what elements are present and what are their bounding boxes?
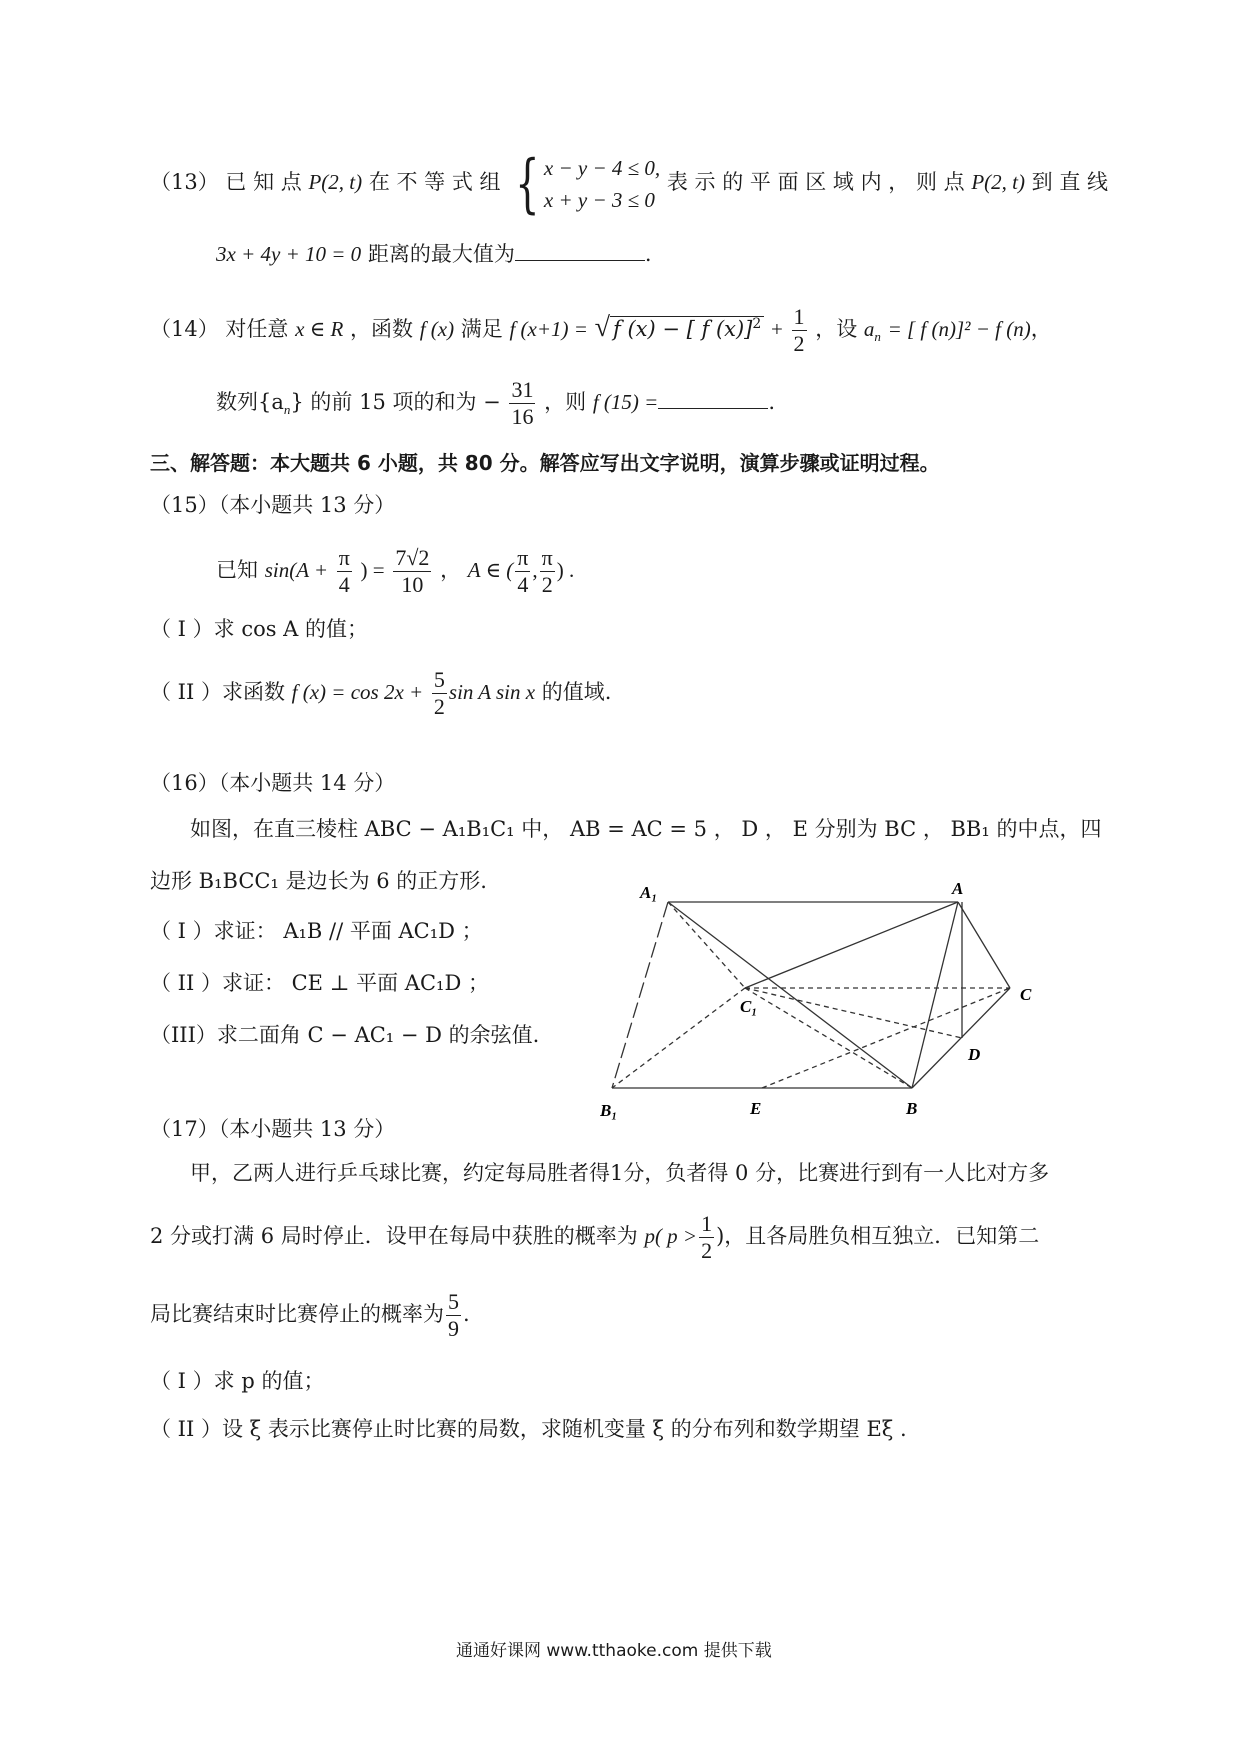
q14-sum-num: 31 <box>511 377 534 402</box>
q14-half-num: 1 <box>793 304 805 329</box>
q13-number: （13） <box>150 170 219 194</box>
q13-text1: 已 知 点 <box>225 170 302 194</box>
q14-line2 <box>216 372 775 440</box>
q15-four: 4 <box>338 572 350 597</box>
q13-line-equation: 3x + 4y + 10 = 0 <box>216 242 362 266</box>
q15-value <box>393 545 431 598</box>
q15-value-num: 7√2 <box>395 545 430 570</box>
prism-figure <box>600 870 1060 1120</box>
q14-relation-lhs: f (x+1) = <box>509 317 588 341</box>
label-C: C <box>1020 985 1032 1004</box>
q17-line2-a: 2 分或打满 6 局时停止．设甲在每局中获胜的概率为 <box>150 1224 638 1248</box>
sqrt-icon: √ <box>594 312 611 343</box>
q16-part3: （III）求二面角 C − AC₁ − D 的余弦值. <box>150 1023 540 1047</box>
q15-pi-over-4 <box>337 545 352 598</box>
label-A: A <box>952 879 964 898</box>
q17-half <box>699 1211 714 1264</box>
edge-a1-c1 <box>668 902 745 988</box>
edge-c1-b <box>745 988 912 1088</box>
q16-line2: 边形 B₁BCC₁ 是边长为 6 的正方形. <box>150 869 487 893</box>
edge-c1-b1 <box>612 988 745 1088</box>
q13-answer-blank[interactable] <box>515 238 645 261</box>
edge-a1-b <box>668 902 912 1088</box>
q14-number: （14） <box>150 317 219 341</box>
q15-int-sep: , <box>532 558 538 582</box>
q14-plus: + <box>771 317 783 341</box>
q15-sin-mid: ) = <box>360 558 385 582</box>
q14-text2: ，函数 <box>350 317 413 341</box>
q14-f15: f (15) = <box>592 390 659 414</box>
q17-line1: 甲，乙两人进行乒乓球比赛，约定每局胜者得1分，负者得 0 分，比赛进行到有一人比对方多 <box>190 1161 1050 1185</box>
label-A1: A₁ <box>640 883 658 902</box>
q14-an <box>863 317 881 345</box>
q17-prob-den: 9 <box>448 1316 459 1341</box>
q17-line2-b: )，且各局胜负相互独立．已知第二 <box>716 1224 1040 1248</box>
q15-part2-label: （ II ）求函数 <box>150 680 285 704</box>
q15-a-in: A ∈ ( <box>467 558 514 582</box>
q14-seq-c: ，则 <box>544 390 587 414</box>
q14-text3: 满足 <box>460 317 503 341</box>
q15-header: （15）（本小题共 13 分） <box>150 493 396 517</box>
q13-text3: 表 示 的 平 面 区 域 内 ， 则 点 <box>666 170 965 194</box>
q13-system <box>544 152 660 216</box>
q13-point: P(2, t) <box>308 170 363 194</box>
q15-five: 5 <box>433 667 445 692</box>
q13-end: . <box>644 242 652 266</box>
q15-int-left <box>515 545 530 598</box>
q17-line3-b: . <box>463 1302 470 1326</box>
q14-x-in-r: x ∈ R <box>295 317 344 341</box>
q13-line2 <box>216 238 652 269</box>
q15-int-right-den: 2 <box>541 572 553 597</box>
q15-given-label: 已知 <box>216 558 258 582</box>
q15-int-right-num: π <box>541 545 553 570</box>
q14-half <box>792 304 807 357</box>
q17-line3 <box>150 1282 470 1346</box>
edge-c1-d <box>745 988 962 1038</box>
q15-sin-lhs: sin(A + <box>264 558 329 582</box>
q14-radicand-exponent: 2 <box>752 316 762 332</box>
q13-text4: 到 直 线 <box>1031 170 1109 194</box>
q14-answer-blank[interactable] <box>658 386 768 409</box>
q14-line1 <box>150 298 1052 363</box>
q16-part2: （ II ）求证： CE ⊥ 平面 AC₁D ； <box>150 971 489 995</box>
edge-a-c1 <box>745 902 958 988</box>
label-B1: B₁ <box>600 1101 618 1120</box>
q15-int-left-num: π <box>517 545 529 570</box>
q13-brace: { <box>515 146 540 221</box>
q14-text5: ， <box>1030 317 1052 341</box>
section3-title: 三、解答题：本大题共 6 小题，共 80 分。解答应写出文字说明，演算步骤或证明过程。 <box>150 451 940 475</box>
q14-fx: f (x) <box>419 317 455 341</box>
q14-seq-sub: n <box>283 402 291 418</box>
q14-an-rhs: = [ f (n)]² − f (n) <box>887 317 1031 341</box>
q13-text2: 在 不 等 式 组 <box>368 170 501 194</box>
q17-half-num: 1 <box>701 1211 713 1236</box>
q17-part1: （ I ）求 p 的值； <box>150 1369 325 1393</box>
q17-line3-a: 局比赛结束时比赛停止的概率为 <box>150 1302 444 1326</box>
q13-text5: 距离的最大值为 <box>367 242 515 266</box>
footer: 通通好课网 www.tthaoke.com 提供下载 <box>456 1641 772 1661</box>
q15-pi: π <box>338 545 350 570</box>
q16-line1: 如图，在直三棱柱 ABC − A₁B₁C₁ 中， AB = AC = 5 ， D ， E 分别为 BC ， BB₁ 的中点，四 <box>190 817 1102 841</box>
edge-c-b <box>912 988 1010 1088</box>
q16-header: （16）（本小题共 14 分） <box>150 771 396 795</box>
q15-part2-sin: sin A sin x <box>448 680 536 704</box>
label-C1: C₁ <box>740 997 758 1016</box>
q15-int-right <box>540 545 555 598</box>
label-E: E <box>750 1099 762 1118</box>
q14-text1: 对任意 <box>225 317 289 341</box>
q17-half-den: 2 <box>701 1238 713 1263</box>
edge-a-b <box>912 902 958 1088</box>
q14-end: . <box>768 390 776 414</box>
label-D: D <box>968 1045 981 1064</box>
q15-part2-tail: 的值域. <box>541 680 612 704</box>
q17-p-cond: p( p > <box>644 1224 698 1248</box>
q15-part2-function: f (x) = cos 2x + <box>291 680 424 704</box>
q13-line1 <box>150 146 1109 221</box>
q14-sum-fraction <box>509 377 535 430</box>
edge-a1-b1 <box>612 902 668 1088</box>
q15-comma: ， <box>440 558 462 582</box>
q15-int-left-den: 4 <box>517 572 529 597</box>
q15-part1: （ I ）求 cos A 的值； <box>150 617 369 641</box>
q14-text4: ，设 <box>815 317 858 341</box>
q15-value-den: 10 <box>401 572 424 597</box>
q14-seq-a: 数列{a <box>216 390 284 414</box>
q15-two: 2 <box>433 694 445 719</box>
q13-point2: P(2, t) <box>971 170 1025 194</box>
q15-int-end: ) . <box>556 558 575 582</box>
q17-line2 <box>150 1204 1039 1268</box>
q14-an-letter: a <box>863 317 875 341</box>
q13-ineq2: x + y − 3 ≤ 0 <box>543 187 655 212</box>
q14-sum-den: 16 <box>511 404 534 429</box>
q14-radicand-text: f (x) − [ f (x)] <box>613 317 753 341</box>
q17-header: （17）（本小题共 13 分） <box>150 1117 396 1141</box>
q14-half-den: 2 <box>793 331 805 356</box>
q15-part2 <box>150 660 611 724</box>
q13-ineq1: x − y − 4 ≤ 0, <box>543 155 661 180</box>
q14-seq-b: } 的前 15 项的和为 − <box>290 390 501 414</box>
q15-given <box>216 538 574 602</box>
q17-prob-num: 5 <box>448 1289 459 1314</box>
q17-part2: （ II ）设 ξ 表示比赛停止时比赛的局数，求随机变量 ξ 的分布列和数学期望 Eξ . <box>150 1417 907 1441</box>
q17-prob <box>446 1289 461 1342</box>
q14-radicand <box>610 316 764 341</box>
q16-part1: （ I ）求证： A₁B // 平面 AC₁D ； <box>150 919 483 943</box>
q15-five-halves <box>432 667 447 720</box>
edge-a-c <box>958 902 1010 988</box>
q14-an-sub: n <box>874 329 881 345</box>
label-B: B <box>906 1099 918 1118</box>
